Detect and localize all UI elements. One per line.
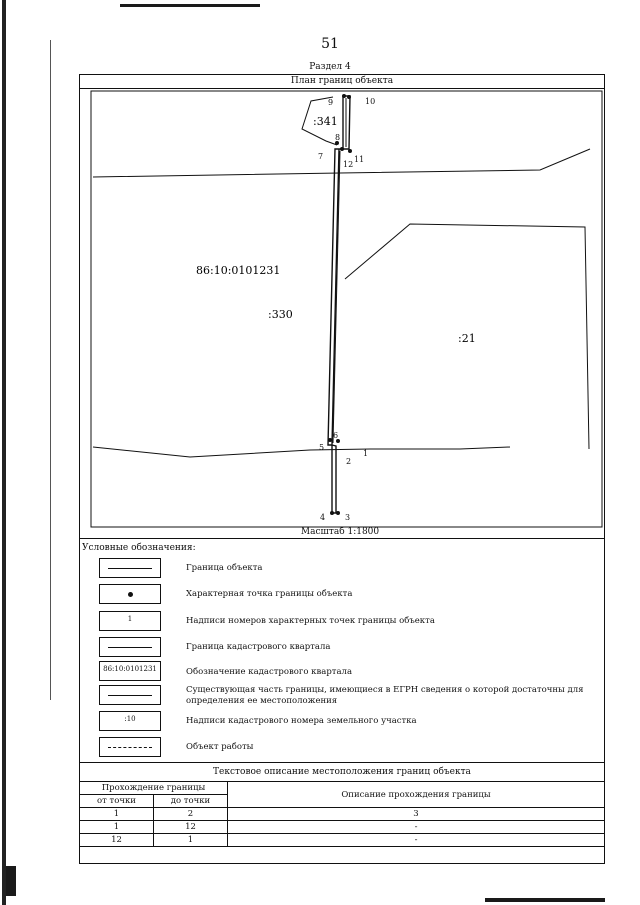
- point-number: 7: [318, 152, 324, 161]
- quarter-label: 86:10:0101231: [196, 264, 281, 277]
- scan-artifact-bottom-left: [6, 866, 16, 896]
- header-passage: Прохождение границы: [80, 782, 228, 795]
- scan-artifact-bottom: [485, 898, 605, 902]
- legend-symbol-point-dot: [99, 584, 161, 604]
- point-number: 9: [328, 98, 334, 107]
- point-number: 5: [319, 443, 325, 452]
- header-to: до точки: [154, 795, 228, 808]
- map-bottom-divider: [79, 538, 605, 539]
- cell-description: -: [228, 821, 605, 834]
- legend-symbol-point-number: [99, 611, 161, 631]
- legend-heading: Условные обозначения:: [82, 543, 196, 553]
- cell-from: 1: [80, 808, 154, 821]
- parcel-label-330: :330: [268, 308, 293, 321]
- scan-artifact-left-thin: [50, 40, 51, 700]
- point-number: 8: [335, 133, 341, 142]
- cell-from: 1: [80, 821, 154, 834]
- point-number: 6: [333, 431, 339, 440]
- boundary-plan-map: [80, 89, 604, 529]
- section-label: Раздел 4: [309, 62, 351, 72]
- point-number: 10: [365, 97, 376, 106]
- map-scale: Масштаб 1:1800: [300, 527, 380, 537]
- boundary-description-table: [79, 781, 605, 847]
- table-row: [80, 808, 605, 821]
- table-header-row: [80, 782, 605, 795]
- header-from: от точки: [80, 795, 154, 808]
- point-number: 2: [346, 457, 352, 466]
- legend-symbol-text: 1: [127, 615, 133, 623]
- description-title: Текстовое описание местоположения границ объекта: [213, 767, 471, 777]
- boundary-point: [347, 95, 351, 99]
- legend-symbol-existing-boundary: [99, 685, 161, 705]
- parcel-label-341: :341: [313, 115, 338, 128]
- legend-symbol-text: 86:10:0101231: [103, 665, 157, 673]
- boundary-point: [348, 149, 352, 153]
- cell-to: 12: [154, 821, 228, 834]
- point-number: 11: [354, 155, 365, 164]
- boundary-point: [330, 511, 334, 515]
- legend-bottom-divider: [79, 762, 605, 763]
- legend-symbol-object-boundary: [99, 558, 161, 578]
- boundary-point: [328, 438, 332, 442]
- legend-text: Граница объекта: [186, 563, 263, 573]
- cell-to: 2: [154, 808, 228, 821]
- parcel-boundary-lower: [93, 447, 510, 457]
- header-description: Описание прохождения границы: [228, 782, 605, 808]
- legend-text: Граница кадастрового квартала: [186, 642, 331, 652]
- legend-text: Надписи номеров характерных точек границы объекта: [186, 616, 435, 626]
- table-row: [80, 821, 605, 834]
- table-row: [80, 834, 605, 847]
- point-number: 3: [345, 513, 351, 522]
- scan-artifact-top: [120, 4, 260, 7]
- legend-text: Обозначение кадастрового квартала: [186, 667, 353, 677]
- cell-from: 12: [80, 834, 154, 847]
- parcel-label-21: :21: [458, 332, 476, 345]
- cell-to: 1: [154, 834, 228, 847]
- boundary-point: [340, 147, 344, 151]
- cell-description: 3: [228, 808, 605, 821]
- legend-text: Надписи кадастрового номера земельного участка: [186, 716, 417, 726]
- object-boundary: [328, 96, 350, 513]
- scan-artifact-left: [2, 0, 6, 905]
- legend-symbol-parcel-label: [99, 711, 161, 731]
- boundary-point: [336, 511, 340, 515]
- legend-text: Характерная точка границы объекта: [186, 589, 353, 599]
- point-number: 1: [363, 449, 369, 458]
- point-number: 4: [320, 513, 326, 522]
- page-number: 51: [321, 36, 339, 52]
- parcel-boundary-upper: [93, 149, 590, 177]
- legend-symbol-text: :10: [124, 715, 136, 723]
- boundary-point: [342, 94, 346, 98]
- legend-symbol-quarter-label: [99, 661, 161, 681]
- legend-symbol-work-object: [99, 737, 161, 757]
- legend-text: Объект работы: [186, 742, 254, 752]
- legend-symbol-quarter-boundary: [99, 637, 161, 657]
- legend-text: Существующая часть границы, имеющиеся в ЕГРН сведения о которой достаточны для определения ее местоположения: [186, 685, 584, 706]
- point-number: 12: [343, 160, 354, 169]
- cell-description: -: [228, 834, 605, 847]
- plan-title: План границ объекта: [290, 76, 394, 86]
